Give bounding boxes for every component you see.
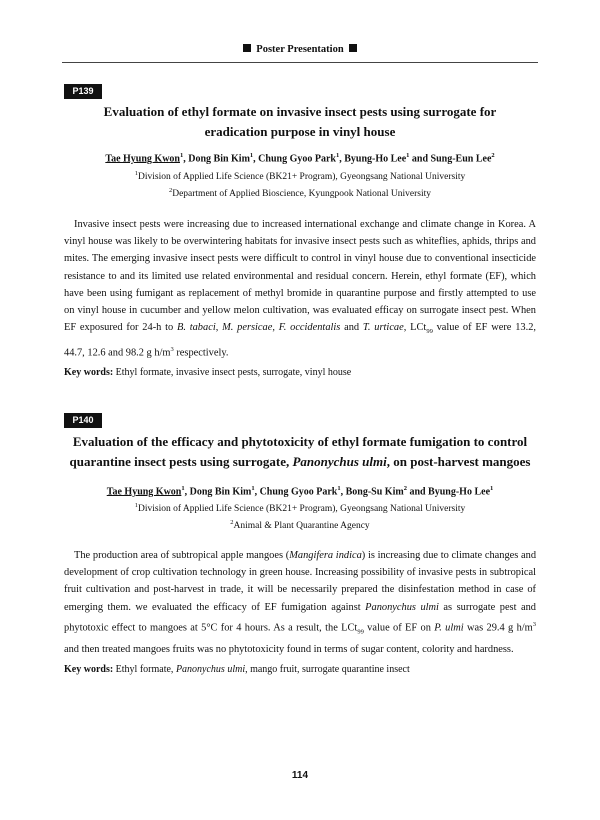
author-affil-marker: 1 [406, 152, 410, 159]
affiliation [58, 184, 542, 201]
keywords-label: Key words: [64, 367, 114, 378]
abstract-text: Invasive insect pests were increasing due to increased international exchange and climate change in Korea. A vinyl house was likely to be overwintering habitats for invasive insect pests such as whiteflies, aphids, thrips and mites. The emerging invasive insect pests were difficult to control in vinyl house due to conventional insecticide resistance to and its limited use related environmental and residual concern. Herein, ethyl formate (EF), which have been using fumigant as replacement of methyl bromide in quarantine purpose and firstly attempted to use on vinyl house in cucumber and yellow melon cultivation, was evaluated efficay on surrogate insect pest. When EF exposured for 24-h to [64, 219, 536, 334]
affil-text: Division of Applied Life Science (BK21+ Program), Gyeongsang National University [138, 172, 466, 183]
abstract-text: ) is increasing due to climate changes and development of crop cultivation technology in green house. Increasing possibility of invasive pests in subtropical fruit cultivation and post-harvest in trade, it will be necessarily prepared the disinfestation method in case of emerging them. we evaluated the efficacy of EF fumigation against [64, 550, 537, 613]
abstract-text: and then treated mangoes fruits was no phytotoxicity found in terms of sugar content, colority and hardness. [64, 643, 514, 655]
abstract-text: value of EF on [363, 622, 435, 634]
author-affil-marker: 1 [181, 485, 185, 492]
abstract-text: as surrogate pest and phytotoxic effect to mangoes at 5°C for 4 hours. As a result, the LCt [64, 601, 536, 634]
author-name: , Bong-Su Kim [340, 486, 404, 498]
affil-text: Division of Applied Life Science (BK21+ Program), Gyeongsang National University [138, 504, 466, 515]
abstract-text: was 29.4 g h/m [463, 622, 533, 634]
species-name: Mangifera indica [289, 550, 362, 561]
title-line: Evaluation of the efficacy and phytotoxicity of ethyl formate fumigation to control [72, 434, 528, 449]
species-name: P. ulmi [434, 622, 464, 634]
abstract-text: , [272, 322, 279, 334]
abstract-text: and [340, 322, 363, 334]
keywords [64, 367, 536, 378]
author-list [58, 152, 542, 164]
species-name: Panonychus ulmi [175, 664, 246, 675]
abstract-text: value of EF were 13.2, 44.7, 12.6 and 98.2 g h/m [64, 322, 536, 358]
keywords-label: Key words: [64, 664, 114, 675]
affiliations [58, 167, 542, 201]
author-affil-marker: 1 [179, 152, 184, 159]
title-text: quarantine insect pests using surrogate, [69, 454, 293, 469]
author-affil-marker: 1 [335, 152, 340, 159]
species-name: T. urticae [362, 322, 404, 334]
title-line [58, 452, 542, 472]
subscript: 99 [357, 628, 364, 636]
affiliation [58, 499, 542, 516]
author-affil-marker: 1 [249, 152, 254, 159]
author-affil-marker: 1 [490, 485, 494, 492]
author-affil-marker: 2 [491, 152, 495, 159]
abstract-text: respectively. [173, 346, 229, 358]
species-name: F. occidentalis [278, 322, 341, 334]
title-text: , on post-harvest mangoes [386, 454, 531, 469]
affil-marker: 1 [134, 170, 138, 177]
affil-text: Animal & Plant Quarantine Agency [233, 521, 370, 532]
title-line: eradication purpose in vinyl house [204, 124, 396, 139]
title-line: Evaluation of ethyl formate on invasive insect pests using surrogate for [103, 104, 497, 119]
header-rule [62, 62, 538, 63]
page-number: 114 [291, 770, 309, 781]
affiliation [58, 167, 542, 184]
abstract-body [64, 216, 536, 361]
affiliations [58, 499, 542, 533]
author-name: , Chung Gyoo Park [254, 486, 338, 498]
species-name: Panonychus ulmi [292, 454, 387, 469]
square-bullet-icon [349, 44, 357, 52]
author-affil-marker: 2 [403, 485, 407, 492]
abstract-tag: P139 [64, 84, 102, 99]
abstract-title [58, 432, 542, 472]
author-list [58, 485, 542, 497]
abstract-text: The production area of subtropical apple mangoes ( [74, 550, 290, 561]
affil-marker: 1 [134, 502, 138, 509]
author-affil-marker: 1 [337, 485, 341, 492]
subscript: 99 [426, 328, 433, 336]
abstract-body [64, 547, 536, 658]
section-title: Poster Presentation [256, 44, 344, 55]
presenting-author: Tae Hyung Kwon [106, 486, 182, 498]
abstract-title [58, 102, 542, 142]
superscript: 3 [170, 345, 174, 353]
abstract-tag: P140 [64, 413, 102, 428]
author-name: , Dong Bin Kim [184, 486, 252, 498]
keywords-text: , mango fruit, surrogate quarantine insect [245, 664, 410, 675]
abstract-text: , LCt [403, 322, 427, 334]
species-name: M. persicae [222, 322, 273, 334]
superscript: 3 [532, 620, 537, 628]
keywords-text: Ethyl formate, [113, 664, 176, 675]
presenting-author: Tae Hyung Kwon [105, 153, 180, 165]
species-name: B. tabaci [177, 322, 216, 334]
author-name: , Dong Bin Kim [183, 153, 250, 165]
author-name: , Chung Gyoo Park [253, 153, 336, 165]
affil-marker: 2 [230, 519, 234, 527]
author-affil-marker: 1 [251, 485, 255, 492]
affil-text: Department of Applied Bioscience, Kyungpook National University [172, 189, 432, 200]
abstract-text: , [215, 322, 223, 334]
running-header [0, 44, 600, 55]
keywords [64, 664, 536, 675]
keywords-text: Ethyl formate, invasive insect pests, surrogate, vinyl house [113, 367, 352, 378]
square-bullet-icon [243, 44, 251, 52]
author-name: and Sung-Eun Lee [409, 153, 492, 165]
author-name: , Byung-Ho Lee [339, 153, 407, 165]
affiliation [58, 516, 542, 533]
author-name: and Byung-Ho Lee [406, 486, 491, 498]
affil-marker: 2 [168, 187, 173, 195]
species-name: Panonychus ulmi [365, 601, 439, 613]
